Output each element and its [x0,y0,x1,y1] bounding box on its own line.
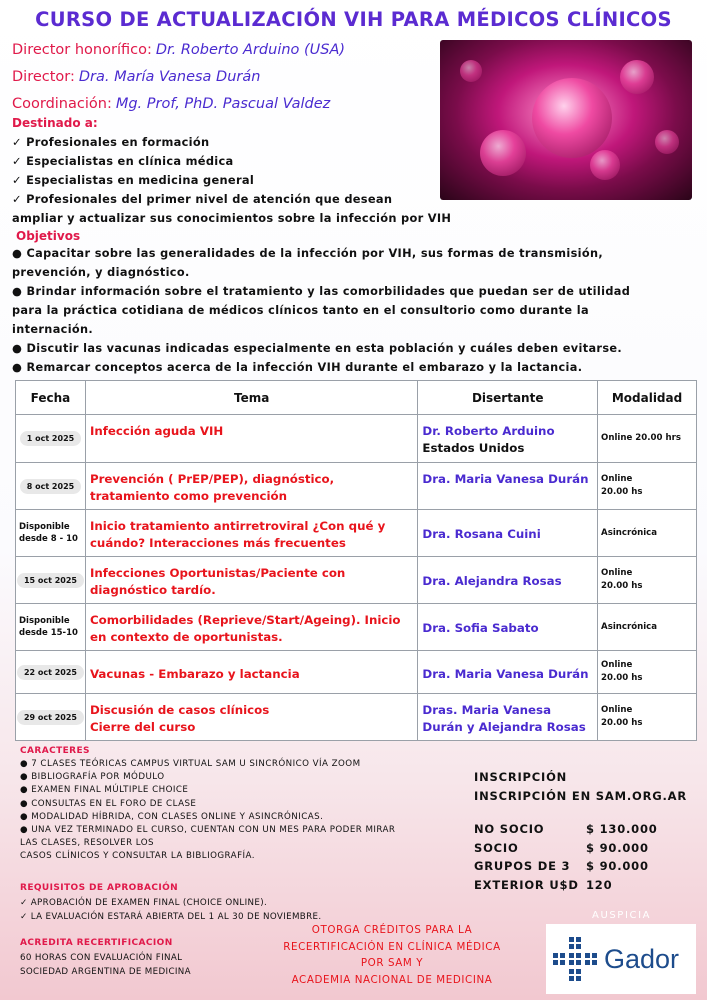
role-director [12,69,345,96]
cell-modalidad: Asincrónica [598,604,697,651]
role-name: Mg. Prof, PhD. Pascual Valdez [115,96,331,112]
otorga-creditos [262,922,522,988]
price-value: 120 [586,877,613,892]
otorga-line: RECERTIFICACIÓN EN CLÍNICA MÉDICA [283,940,501,953]
cell-modalidad: Asincrónica [598,510,697,557]
schedule-table [15,380,697,741]
date-pill: 15 oct 2025 [17,573,84,588]
list-item: ● 7 CLASES TEÓRICAS CAMPUS VIRTUAL SAM U SINCRÓNICO VÍA ZOOM [20,759,361,769]
inscripcion-link[interactable]: INSCRIPCIÓN EN SAM.ORG.AR [474,789,687,803]
cell-fecha [16,694,86,741]
list-item: ✓ Profesionales en formación [12,135,210,149]
list-item: ● EXAMEN FINAL MÚLTIPLE CHOICE [20,785,189,796]
acredita-list [20,951,191,979]
speaker-name: Dr. Roberto Arduino [422,424,555,438]
cell-disertante [418,694,598,741]
date-available: Disponible desde 15-10 [19,616,78,638]
cell-disertante [418,463,598,510]
requisitos-list [20,896,400,924]
speaker-name: Dra. Maria Vanesa Durán [422,472,589,486]
cell-fecha [16,463,86,510]
list-item: ● MODALIDAD HÍBRIDA, CON CLASES ONLINE Y ASINCRÓNICAS. [20,811,324,822]
price-label: NO SOCIO [474,822,545,836]
caracteres-title: CARACTERES [20,746,90,756]
price-list [474,820,658,894]
cell-tema: Vacunas - Embarazo y lactancia [85,651,417,694]
role-label: Director: [12,69,75,85]
price-value: $ 90.000 [586,859,649,873]
list-item: SOCIEDAD ARGENTINA DE MEDICINA [20,967,191,977]
price-label: GRUPOS DE 3 [474,859,571,873]
cell-disertante [418,415,598,463]
list-item: ● CONSULTAS EN EL FORO DE CLASE [20,798,197,809]
destinado-list [12,133,482,228]
otorga-line: OTORGA CRÉDITOS PARA LA [311,924,473,936]
date-available: Disponible desde 8 - 10 [19,522,78,544]
list-item: ● Remarcar conceptos acerca de la infección VIH durante el embarazo y la lactancia. [12,361,583,374]
speaker-name: Dra. Maria Vanesa Durán [422,666,589,681]
destinado-title: Destinado a: [12,116,98,130]
cell-fecha [16,557,86,604]
list-item: ✓ Profesionales del primer nivel de atención que desean [12,192,393,206]
table-row [16,415,697,463]
date-pill: 8 oct 2025 [20,479,81,494]
cell-modalidad [598,557,697,604]
date-pill: 22 oct 2025 [17,665,84,680]
cell-modalidad: Online 20.00 hrs [598,415,697,463]
cell-disertante [418,510,598,557]
modalidad-text: Online 20.00 hs [601,568,643,591]
price-row [474,876,658,895]
cell-fecha [16,415,86,463]
gador-cross-icon [552,936,598,982]
header-modalidad: Modalidad [598,381,697,415]
price-row [474,820,658,839]
cell-modalidad [598,651,697,694]
price-value: $ 130.000 [586,822,658,836]
role-label: Director honorífico: [12,42,152,58]
table-header-row [16,381,697,415]
speaker-country: Estados Unidos [422,441,525,455]
date-pill: 1 oct 2025 [20,431,81,446]
price-row [474,857,658,876]
price-label: EXTERIOR U$D [474,877,579,892]
role-label: Coordinación: [12,96,112,112]
caracteres-list [20,758,460,864]
date-pill: 29 oct 2025 [17,710,84,725]
list-item: ✓ APROBACIÓN DE EXAMEN FINAL (CHOICE ONLINE). [20,898,268,908]
speaker-name: Dras. Maria Vanesa Durán y Alejandra Rosas [422,703,586,734]
table-row [16,694,697,741]
cell-disertante [418,557,598,604]
list-item: prevención, y diagnóstico. [12,266,190,279]
speaker-name: Dra. Rosana Cuini [422,527,541,541]
list-item: ✓ LA EVALUACIÓN ESTARÁ ABIERTA DEL 1 AL 30 DE NOVIEMBRE. [20,912,322,922]
table-row [16,651,697,694]
modalidad-text: Online 20.00 hs [601,705,643,728]
cell-tema: Infecciones Oportunistas/Paciente con diagnóstico tardío. [85,557,417,604]
modalidad-text: Online 20.00 hs [601,474,643,497]
table-row [16,510,697,557]
roles-block [12,42,345,123]
role-name: Dra. María Vanesa Durán [78,69,261,85]
list-item: ✓ Especialistas en medicina general [12,173,255,187]
cell-tema: Inicio tratamiento antirretroviral ¿Con qué y cuándo? Interacciones más frecuentes [85,510,417,557]
header-tema: Tema [85,381,417,415]
list-item: 60 HORAS CON EVALUACIÓN FINAL [20,953,183,963]
otorga-line: POR SAM Y [360,957,424,969]
list-item: ● BIBLIOGRAFÍA POR MÓDULO [20,772,165,783]
list-item: internación. [12,323,94,336]
cell-disertante [418,651,598,694]
table-row [16,604,697,651]
list-item: ● UNA VEZ TERMINADO EL CURSO, CUENTAN CON UN MES PARA PODER MIRAR LAS CLASES, RESOLVER LOS CASOS CLÍNICOS Y CONSULTAR LA BIBLIOGRAFÍA. [20,825,396,862]
header-fecha: Fecha [16,381,86,415]
list-item: ● Capacitar sobre las generalidades de la infección por VIH, sus formas de transmisión, [12,247,604,260]
cell-modalidad [598,694,697,741]
cell-tema: Discusión de casos clínicos Cierre del curso [85,694,417,741]
acredita-title: ACREDITA RECERTIFICACION [20,938,173,948]
list-item: ✓ Especialistas en clínica médica [12,154,234,168]
requisitos-title: REQUISITOS DE APROBACIÓN [20,883,179,893]
role-name: Dr. Roberto Arduino (USA) [155,42,346,58]
otorga-line: ACADEMIA NACIONAL DE MEDICINA [291,973,493,986]
list-item: ● Discutir las vacunas indicadas especialmente en esta población y cuáles deben evitarse. [12,342,623,355]
modalidad-text: Online 20.00 hs [601,660,643,683]
cell-modalidad [598,463,697,510]
speaker-name: Dra. Alejandra Rosas [422,574,562,588]
inscripcion-block [474,768,687,806]
inscripcion-title: INSCRIPCIÓN [474,770,568,784]
price-row [474,839,658,858]
cell-fecha [16,510,86,557]
table-row [16,557,697,604]
cell-tema: Infección aguda VIH [85,415,417,463]
list-item: para la práctica cotidiana de médicos clínicos tanto en el consultorio como durante la [12,304,589,317]
objetivos-title: Objetivos [16,229,81,243]
cell-fecha [16,604,86,651]
page-title: CURSO DE ACTUALIZACIÓN VIH PARA MÉDICOS CLÍNICOS [35,8,672,31]
list-item: ● Brindar información sobre el tratamiento y las comorbilidades que puedan ser de utilidad [12,285,631,298]
auspicia-label: AUSPICIA [592,910,652,921]
price-label: SOCIO [474,840,519,855]
speaker-name: Dra. Sofia Sabato [422,621,539,635]
price-value: $ 90.000 [586,840,649,855]
table-row [16,463,697,510]
cell-disertante [418,604,598,651]
sponsor-name: Gador [604,943,680,974]
header-disertante: Disertante [418,381,598,415]
sponsor-logo [546,924,696,994]
role-director-honorifico [12,42,345,69]
objetivos-list [12,244,696,377]
cell-tema: Comorbilidades (Reprieve/Start/Ageing). Inicio en contexto de oportunistas. [85,604,417,651]
cell-fecha [16,651,86,694]
list-item: ampliar y actualizar sus conocimientos sobre la infección por VIH [12,211,452,225]
cell-tema: Prevención ( PrEP/PEP), diagnóstico, tratamiento como prevención [85,463,417,510]
